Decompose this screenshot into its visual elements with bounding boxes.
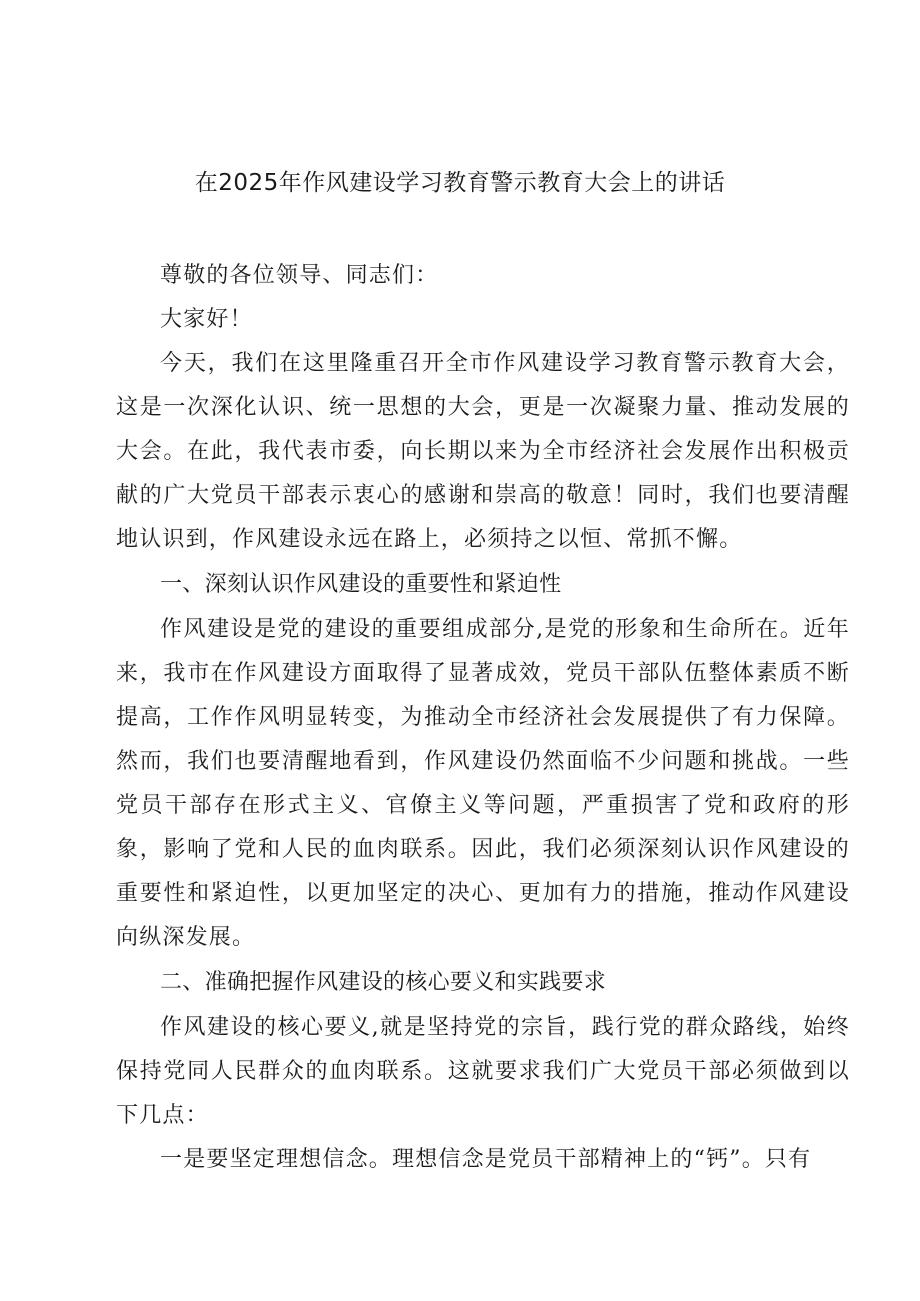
section-1-paragraph: 作风建设是党的建设的重要组成部分,是党的形象和生命所在。近年来，我市在作风建设方面取得了显著成效，党员干部队伍整体素质不断提高，工作作风明显转变，为推动全市经济社会发展提供了有力保障。然而，我们也要清醒地看到，作风建设仍然面临不少问题和挑战。一些党员干部存在形式主义、官僚主义等问题，严重损害了党和政府的形象，影响了党和人民的血肉联系。因此，我们必须深刻认识作风建设的重要性和紧迫性，以更加坚定的决心、更加有力的措施，推动作风建设向纵深发展。: [116, 617, 850, 950]
section-1-heading: 一、深刻认识作风建设的重要性和紧迫性: [160, 572, 562, 597]
document-body: [116, 254, 850, 1182]
salutation: 尊敬的各位领导、同志们：: [160, 263, 439, 288]
section-2-heading: 二、准确把握作风建设的核心要义和实践要求: [160, 970, 607, 995]
intro-paragraph: 今天，我们在这里隆重召开全市作风建设学习教育警示教育大会，这是一次深化认识、统一思想的大会，更是一次凝聚力量、推动发展的大会。在此，我代表市委，向长期以来为全市经济社会发展作出积极贡献的广大党员干部表示衷心的感谢和崇高的敬意！同时，我们也要清醒地认识到，作风建设永远在路上，必须持之以恒、常抓不懈。: [116, 351, 850, 552]
greeting: 大家好！: [160, 307, 253, 332]
point-1-paragraph: 一是要坚定理想信念。理想信念是党员干部精神上的“钙”。只有: [160, 1147, 812, 1172]
section-2-paragraph: 作风建设的核心要义,就是坚持党的宗旨，践行党的群众路线，始终保持党同人民群众的血肉联系。这就要求我们广大党员干部必须做到以下几点：: [116, 1015, 850, 1128]
document-title: 在2025年作风建设学习教育警示教育大会上的讲话: [194, 170, 726, 196]
